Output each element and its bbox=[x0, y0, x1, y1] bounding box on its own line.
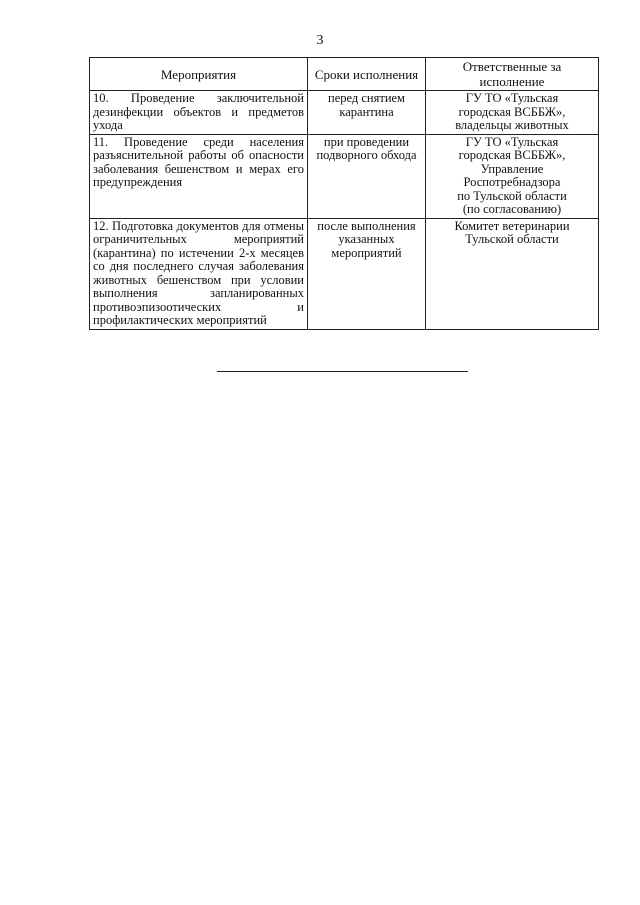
term-cell: при проведении подворного обхода bbox=[308, 134, 426, 218]
responsible-line: городская ВСББЖ», bbox=[458, 148, 566, 162]
responsible-line: ГУ ТО «Тульская bbox=[465, 91, 559, 105]
table-row bbox=[90, 218, 599, 329]
table-row bbox=[90, 134, 599, 218]
responsible-line: городская ВСББЖ», bbox=[458, 104, 566, 119]
responsible-line: по Тульской области bbox=[457, 188, 567, 203]
responsible-cell bbox=[426, 91, 599, 135]
responsible-line: ГУ ТО «Тульская bbox=[465, 134, 559, 149]
responsible-line: Роспотребнадзора bbox=[463, 175, 561, 189]
measure-cell: 12. Подготовка документов для отмены ограничительных мероприятий (карантина) по истечении 2-х месяцев со дня последнего случая заболевания животных бешенством при условии выполнения запланированных противоэпизоотических и профилактических мероприятий bbox=[90, 218, 308, 329]
measure-cell: 10. Проведение заключительной дезинфекции объектов и предметов ухода bbox=[90, 91, 308, 135]
term-cell: перед снятием карантина bbox=[308, 91, 426, 135]
responsible-line: Тульской области bbox=[465, 232, 559, 246]
end-rule bbox=[217, 371, 468, 372]
page-number: 3 bbox=[316, 33, 324, 48]
responsible-cell bbox=[426, 134, 599, 218]
responsible-cell bbox=[426, 218, 599, 329]
responsible-line: Управление bbox=[480, 161, 544, 176]
responsible-line: (по согласованию) bbox=[462, 202, 562, 216]
measure-cell: 11. Проведение среди населения разъяснительной работы об опасности заболевания бешенством и мерах его предупреждения bbox=[90, 134, 308, 218]
table-row bbox=[90, 91, 599, 135]
header-responsible: Ответственные за исполнение bbox=[426, 58, 599, 91]
header-measures: Мероприятия bbox=[90, 58, 308, 91]
responsible-line: владельцы животных bbox=[455, 118, 569, 132]
term-cell: после выполнения указанных мероприятий bbox=[308, 218, 426, 329]
measures-table bbox=[89, 57, 599, 330]
header-terms: Сроки исполнения bbox=[308, 58, 426, 91]
responsible-line: Комитет ветеринарии bbox=[454, 218, 570, 233]
table-header-row bbox=[90, 58, 599, 91]
